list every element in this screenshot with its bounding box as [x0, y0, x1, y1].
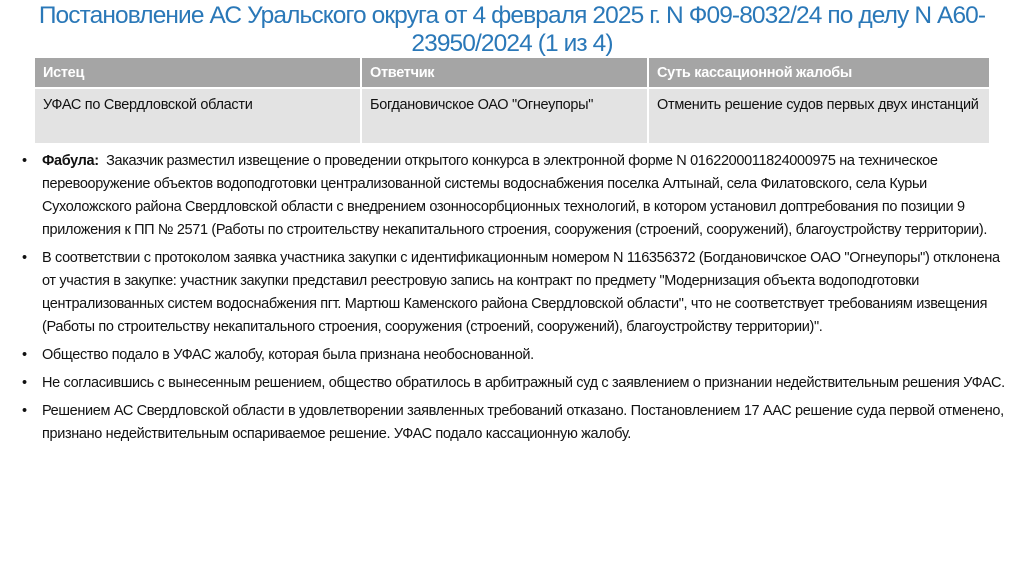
cell-plaintiff: УФАС по Свердловской области	[35, 89, 360, 143]
bullet-icon: •	[22, 403, 27, 419]
list-item	[22, 344, 1007, 367]
header-defendant: Ответчик	[362, 58, 647, 89]
list-item	[22, 372, 1007, 395]
list-item	[22, 247, 1007, 339]
slide-title: Постановление АС Уральского округа от 4 февраля 2025 г. N Ф09-8032/24 по делу N А60-23950/2024 (1 из 4)	[38, 2, 986, 57]
list-item	[22, 400, 1007, 446]
bullet-icon: •	[22, 250, 27, 266]
cell-defendant: Богдановичское ОАО "Огнеупоры"	[362, 89, 647, 143]
bullet-icon: •	[22, 347, 27, 363]
bullet-icon: •	[22, 375, 27, 391]
table-row	[35, 89, 989, 143]
header-plaintiff: Истец	[35, 58, 360, 89]
header-complaint: Суть кассационной жалобы	[649, 58, 989, 89]
bullet-text: Общество подало в УФАС жалобу, которая была признана необоснованной.	[42, 347, 534, 363]
list-item	[22, 150, 1007, 242]
fabula-label: Фабула:	[42, 153, 99, 169]
case-table	[33, 58, 991, 143]
bullet-text: Не согласившись с вынесенным решением, общество обратилось в арбитражный суд с заявлением о признании недействительным решения УФАС.	[42, 375, 1005, 391]
bullet-icon: •	[22, 153, 27, 169]
table-header-row	[35, 58, 989, 89]
bullet-text: Заказчик разместил извещение о проведении открытого конкурса в электронной форме N 0162200011824000975 на техническое перевооружение объектов водоподготовки централизованной системы водоснабжения поселка Алтынай, села Филатовского, села Курьи Сухоложского района Свердловской области с внедрением озонносорбционных технологий, в котором установил доптребования по позиции 9 приложения к ПП № 2571 (Работы по строительству некапитального строения, сооружения (строений, сооружений), благоустройству территории).	[42, 153, 988, 238]
cell-complaint: Отменить решение судов первых двух инстанций	[649, 89, 989, 143]
bullet-text: В соответствии с протоколом заявка участника закупки с идентификационным номером N 116356372 (Богдановичское ОАО "Огнеупоры") отклонена от участия в закупке: участник закупки представил реестровую запись на контракт по предмету "Модернизация объекта водоподготовки централизованных систем водоснабжения пгт. Мартюш Каменского района Свердловской области", что не соответствует требованиям извещения (Работы по строительству некапитального строения, сооружения (строений, сооружений), благоустройству территории)".	[42, 250, 1000, 335]
bullet-text: Решением АС Свердловской области в удовлетворении заявленных требований отказано. Постановлением 17 ААС решение суда первой отменено, признано недействительным оспариваемое решение. УФАС подало кассационную жалобу.	[42, 403, 1004, 442]
bullet-list	[22, 150, 1007, 451]
